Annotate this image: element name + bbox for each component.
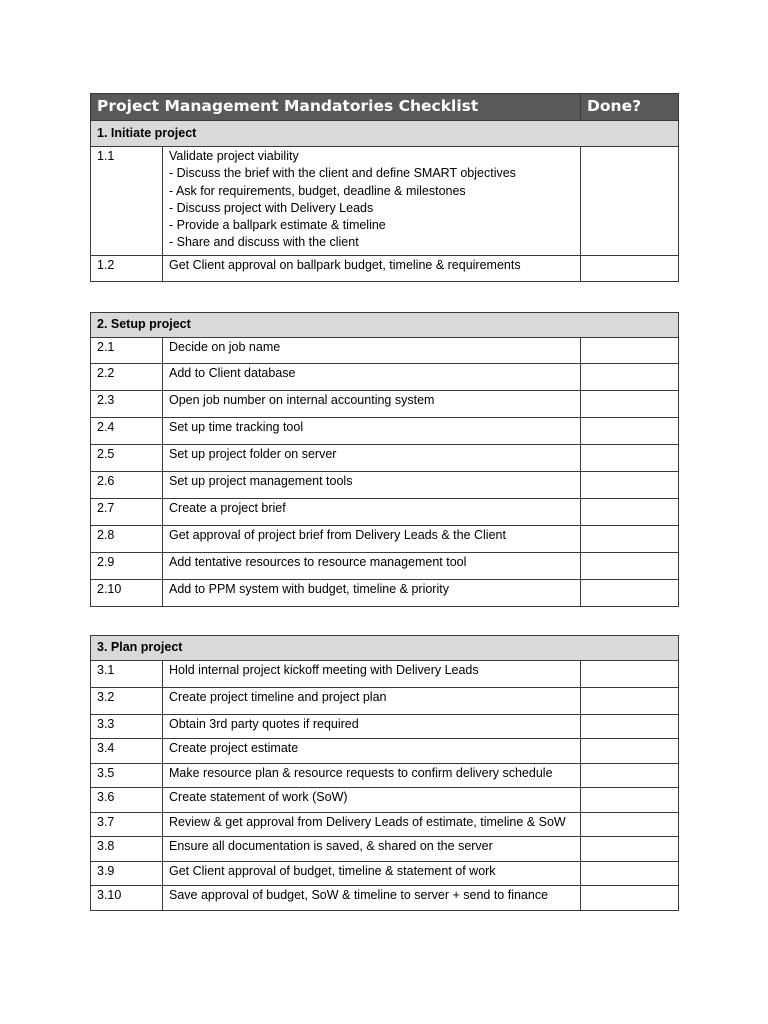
checklist-row [91,862,679,886]
checklist-row [91,445,679,472]
section-header-row [91,636,679,661]
task-text: Set up project folder on server [169,447,337,461]
item-number: 2.4 [91,418,163,445]
item-number: 1.1 [91,147,163,256]
done-checkbox-cell[interactable] [581,813,679,837]
done-checkbox-cell[interactable] [581,445,679,472]
task-description [163,147,581,256]
item-number: 3.9 [91,862,163,886]
checklist-row [91,813,679,837]
done-checkbox-cell[interactable] [581,764,679,788]
done-checkbox-cell[interactable] [581,364,679,391]
task-text: Save approval of budget, SoW & timeline to server + send to finance [169,888,549,902]
checklist-table-setup [90,312,679,607]
item-number: 2.3 [91,391,163,418]
task-text: Create project estimate [169,741,299,755]
task-text: Make resource plan & resource requests to confirm delivery schedule [169,766,553,780]
task-description [163,553,581,580]
checklist-row [91,526,679,553]
done-checkbox-cell[interactable] [581,418,679,445]
checklist-row [91,364,679,391]
item-number: 3.4 [91,739,163,764]
task-text: Add to Client database [169,366,296,380]
task-subitem: - Ask for requirements, budget, deadline & milestones [169,183,466,198]
task-description [163,764,581,788]
task-text: Get Client approval on ballpark budget, timeline & requirements [169,258,521,272]
item-number: 2.1 [91,338,163,364]
done-checkbox-cell[interactable] [581,256,679,282]
done-checkbox-cell[interactable] [581,661,679,688]
item-number: 3.7 [91,813,163,837]
checklist-row [91,739,679,764]
item-number: 1.2 [91,256,163,282]
checklist-row [91,391,679,418]
item-number: 2.9 [91,553,163,580]
task-text: Ensure all documentation is saved, & shared on the server [169,839,493,853]
task-text: Obtain 3rd party quotes if required [169,717,359,731]
done-checkbox-cell[interactable] [581,788,679,813]
done-checkbox-cell[interactable] [581,715,679,739]
section-heading: 2. Setup project [91,313,679,338]
checklist-row [91,580,679,607]
task-description [163,837,581,862]
section-heading: 1. Initiate project [91,121,679,147]
item-number: 3.3 [91,715,163,739]
done-column-header: Done? [581,94,679,121]
item-number: 3.5 [91,764,163,788]
task-description [163,886,581,911]
task-text: Open job number on internal accounting system [169,393,435,407]
checklist-row [91,764,679,788]
task-text: Create a project brief [169,501,286,515]
item-number: 2.2 [91,364,163,391]
task-text: Get Client approval of budget, timeline & statement of work [169,864,496,878]
task-description [163,862,581,886]
checklist-row [91,886,679,911]
task-description [163,580,581,607]
task-description [163,391,581,418]
checklist-row [91,661,679,688]
done-checkbox-cell[interactable] [581,391,679,418]
checklist-row [91,472,679,499]
item-number: 2.8 [91,526,163,553]
task-text: Add to PPM system with budget, timeline & priority [169,582,449,596]
task-text: Hold internal project kickoff meeting with Delivery Leads [169,663,479,677]
item-number: 3.6 [91,788,163,813]
done-checkbox-cell[interactable] [581,147,679,256]
section-header-row [91,121,679,147]
item-number: 2.10 [91,580,163,607]
checklist-row [91,553,679,580]
task-description [163,445,581,472]
item-number: 3.10 [91,886,163,911]
checklist-title: Project Management Mandatories Checklist [91,94,581,121]
done-checkbox-cell[interactable] [581,526,679,553]
task-subitem: - Provide a ballpark estimate & timeline [169,218,386,233]
item-number: 2.7 [91,499,163,526]
task-subitem: - Discuss the brief with the client and define SMART objectives [169,166,516,181]
item-number: 2.6 [91,472,163,499]
checklist-row [91,688,679,715]
checklist-row [91,338,679,364]
checklist-table-plan [90,635,679,911]
task-text: Create project timeline and project plan [169,690,387,704]
task-description [163,418,581,445]
item-number: 3.8 [91,837,163,862]
task-text: Validate project viability [169,149,299,163]
task-text: Set up time tracking tool [169,420,304,434]
task-description [163,499,581,526]
checklist-title-row [91,94,679,121]
done-checkbox-cell[interactable] [581,553,679,580]
checklist-row [91,147,679,256]
done-checkbox-cell[interactable] [581,862,679,886]
task-description [163,788,581,813]
checklist-row [91,256,679,282]
task-description [163,256,581,282]
checklist-row [91,837,679,862]
done-checkbox-cell[interactable] [581,472,679,499]
task-subitem: - Discuss project with Delivery Leads [169,200,374,215]
task-text: Get approval of project brief from Delivery Leads & the Client [169,528,506,542]
section-heading: 3. Plan project [91,636,679,661]
checklist-row [91,715,679,739]
done-checkbox-cell[interactable] [581,886,679,911]
done-checkbox-cell[interactable] [581,580,679,607]
task-description [163,688,581,715]
checklist-table-initiate [90,93,679,282]
task-text: Set up project management tools [169,474,353,488]
done-checkbox-cell[interactable] [581,338,679,364]
done-checkbox-cell[interactable] [581,499,679,526]
task-description [163,364,581,391]
item-number: 3.2 [91,688,163,715]
task-description [163,739,581,764]
task-subitem: - Share and discuss with the client [169,235,359,250]
checklist-row [91,418,679,445]
checklist-row [91,788,679,813]
task-description [163,715,581,739]
item-number: 3.1 [91,661,163,688]
checklist-row [91,499,679,526]
done-checkbox-cell[interactable] [581,739,679,764]
done-checkbox-cell[interactable] [581,688,679,715]
task-text: Review & get approval from Delivery Leads of estimate, timeline & SoW [169,815,566,829]
task-description [163,661,581,688]
task-description [163,472,581,499]
task-description [163,526,581,553]
section-header-row [91,313,679,338]
task-text: Decide on job name [169,340,281,354]
task-description [163,813,581,837]
task-description [163,338,581,364]
done-checkbox-cell[interactable] [581,837,679,862]
task-text: Add tentative resources to resource management tool [169,555,467,569]
item-number: 2.5 [91,445,163,472]
task-text: Create statement of work (SoW) [169,790,348,804]
